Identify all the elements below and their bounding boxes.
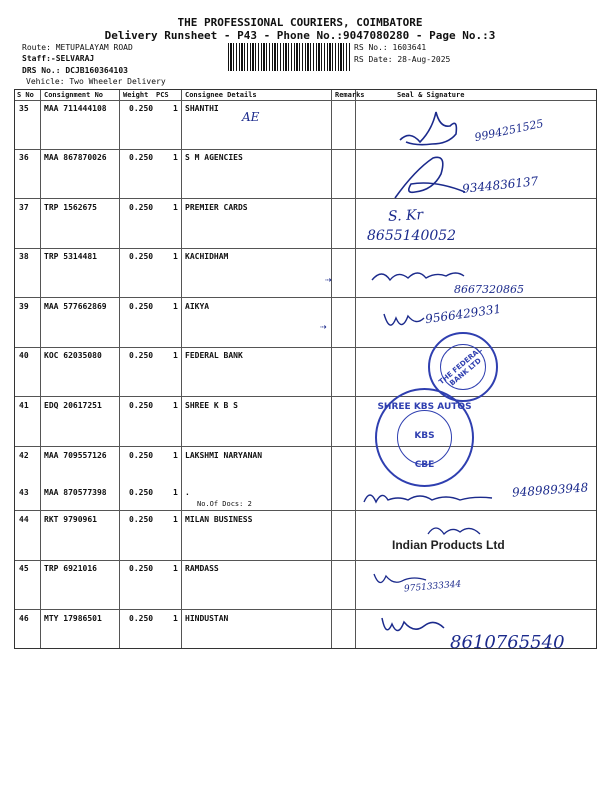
row-36-consignee: S M AGENCIES	[185, 153, 243, 162]
row-41-weight: 0.250	[129, 401, 154, 410]
col-header-signature: Seal & Signature	[397, 91, 465, 99]
row-46-sno: 46	[19, 614, 29, 623]
row-45-pcs: 1	[173, 564, 178, 573]
row-46-pcs: 1	[173, 614, 178, 623]
row-46-consignment: MTY 17986501	[44, 614, 102, 623]
handwritten-phone-35: 9994251525	[473, 116, 545, 145]
handwritten-phone-45: 9751333344	[403, 579, 462, 595]
handwritten-initials-35: AE	[242, 110, 260, 124]
signature-38	[368, 262, 468, 288]
vehicle-label: Vehicle: Two Wheeler Delivery	[26, 77, 166, 86]
row-46-consignee: HINDUSTAN	[185, 614, 229, 623]
row-40-consignment: KOC 62035080	[44, 351, 102, 360]
row-43-docs: No.Of Docs: 2	[197, 500, 252, 508]
row-40-weight: 0.250	[129, 351, 154, 360]
row-44-consignment: RKT 9790961	[44, 515, 97, 524]
arrow-mark-39: ⇢	[320, 320, 327, 333]
row-44-weight: 0.250	[129, 515, 154, 524]
col-header-consignee: Consignee Details	[185, 91, 257, 99]
row-37-consignment: TRP 1562675	[44, 203, 97, 212]
row-39-weight: 0.250	[129, 302, 154, 311]
row-35-sno: 35	[19, 104, 29, 113]
row-38-pcs: 1	[173, 252, 178, 261]
row-43-weight: 0.250	[129, 488, 154, 497]
handwritten-phone-38: 8667320865	[454, 283, 524, 296]
handwritten-phone-42: 9489893948	[511, 480, 589, 500]
rs-number: RS No.: 1603641	[354, 43, 427, 52]
row-45-weight: 0.250	[129, 564, 154, 573]
row-41-consignment: EDQ 20617251	[44, 401, 102, 410]
row-42-consignment: MAA 709557126	[44, 451, 107, 460]
row-43-sno: 43	[19, 488, 29, 497]
col-header-consignment: Consignment No	[44, 91, 104, 99]
row-35-weight: 0.250	[129, 104, 154, 113]
row-36-consignment: MAA 867870026	[44, 153, 107, 162]
rs-date: RS Date: 28-Aug-2025	[354, 55, 451, 64]
row-38-consignee: KACHIDHAM	[185, 252, 229, 261]
federal-bank-stamp-text: THE FEDERAL BANK LTD	[437, 345, 484, 388]
signature-39	[380, 308, 430, 338]
row-37-weight: 0.250	[129, 203, 154, 212]
indian-products-stamp: Indian Products Ltd	[392, 538, 505, 552]
row-44-pcs: 1	[173, 515, 178, 524]
staff-label: Staff:-SELVARAJ	[22, 54, 95, 63]
row-40-pcs: 1	[173, 351, 178, 360]
handwritten-phone-36: 9344836137	[461, 174, 539, 196]
row-37-consignee: PREMIER CARDS	[185, 203, 248, 212]
kbs-stamp-bottom-text: CBE	[414, 460, 435, 470]
row-45-sno: 45	[19, 564, 29, 573]
row-37-sno: 37	[19, 203, 29, 212]
row-40-sno: 40	[19, 351, 29, 360]
handwritten-phone-46: 8610765540	[450, 632, 565, 653]
handwritten-name-37: S. Kr	[387, 207, 424, 225]
row-39-consignment: MAA 577662869	[44, 302, 107, 311]
col-header-sno: S No	[17, 91, 34, 99]
row-36-weight: 0.250	[129, 153, 154, 162]
row-35-consignment: MAA 711444108	[44, 104, 107, 113]
row-44-consignee: MILAN BUSINESS	[185, 515, 253, 524]
drs-label: DRS No.: DCJB160364103	[22, 66, 128, 75]
row-42-consignee: LAKSHMI NARYANAN	[185, 451, 263, 460]
kbs-stamp-mid-text: KBS	[414, 431, 435, 441]
row-42-pcs: 1	[173, 451, 178, 460]
handwritten-phone-37: 8655140052	[367, 228, 457, 244]
row-38-sno: 38	[19, 252, 29, 261]
route-label: Route: METUPALAYAM ROAD	[22, 43, 133, 52]
row-42-weight: 0.250	[129, 451, 154, 460]
col-header-remarks: Remarks	[335, 91, 365, 99]
row-41-pcs: 1	[173, 401, 178, 410]
company-title: THE PROFESSIONAL COURIERS, COIMBATORE	[177, 16, 423, 29]
row-37-pcs: 1	[173, 203, 178, 212]
row-36-sno: 36	[19, 153, 29, 162]
row-45-consignee: RAMDASS	[185, 564, 219, 573]
row-40-consignee: FEDERAL BANK	[185, 351, 243, 360]
row-39-consignee: AIKYA	[185, 302, 210, 311]
row-44-sno: 44	[19, 515, 29, 524]
col-header-weight: Weight	[123, 91, 149, 99]
row-35-consignee: SHANTHI	[185, 104, 219, 113]
signature-46	[378, 614, 448, 644]
signature-42	[362, 486, 512, 510]
row-38-consignment: TRP 5314481	[44, 252, 97, 261]
row-39-pcs: 1	[173, 302, 178, 311]
row-42-sno: 42	[19, 451, 29, 460]
row-41-consignee: SHREE K B S	[185, 401, 238, 410]
row-43-consignment: MAA 870577398	[44, 488, 107, 497]
row-43-consignee: .	[185, 488, 190, 497]
signature-36	[385, 150, 475, 202]
row-38-weight: 0.250	[129, 252, 154, 261]
row-39-sno: 39	[19, 302, 29, 311]
row-45-consignment: TRP 6921016	[44, 564, 97, 573]
kbs-stamp-top-text: SHREE KBS AUTOS	[377, 402, 472, 412]
row-36-pcs: 1	[173, 153, 178, 162]
row-41-sno: 41	[19, 401, 29, 410]
handwritten-phone-39: 9566429331	[424, 301, 502, 327]
row-43-pcs: 1	[173, 488, 178, 497]
col-header-pcs: PCS	[156, 91, 169, 99]
runsheet-table	[14, 89, 597, 649]
row-46-weight: 0.250	[129, 614, 154, 623]
arrow-mark-38: ⇢	[325, 273, 332, 286]
row-35-pcs: 1	[173, 104, 178, 113]
barcode	[228, 43, 351, 71]
runsheet-subtitle: Delivery Runsheet - P43 - Phone No.:9047080280 - Page No.:3	[104, 29, 496, 42]
kbs-autos-stamp	[375, 388, 474, 487]
